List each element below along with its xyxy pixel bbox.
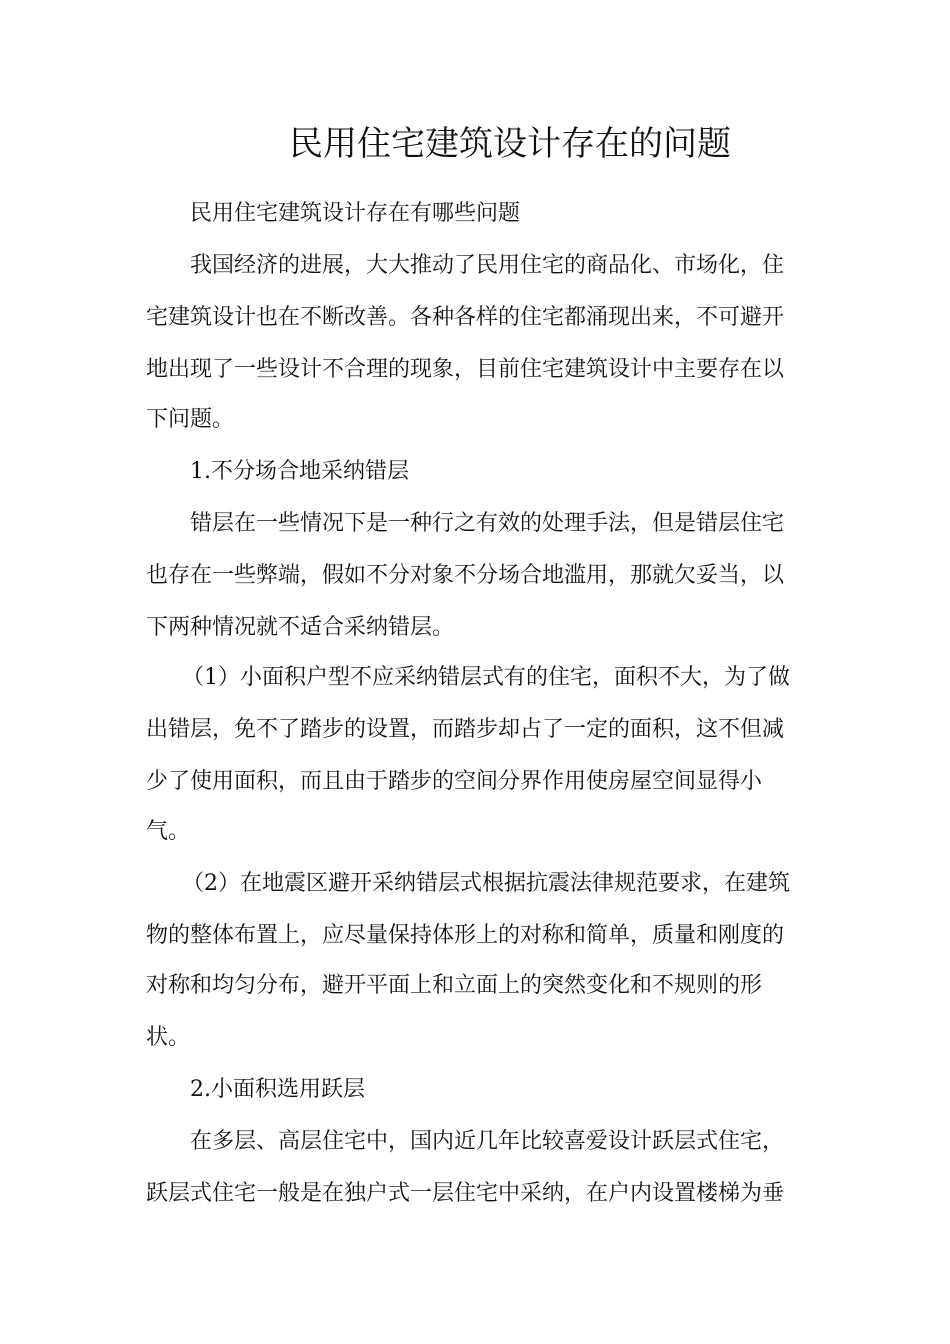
paragraph-line: 错层在一些情况下是一种行之有效的处理手法，但是错层住宅: [190, 511, 785, 536]
paragraph-line: （2）在地震区避开采纳错层式根据抗震法律规范要求，在建筑: [182, 871, 790, 896]
paragraph-line: 出错层，免不了踏步的设置，而踏步却占了一定的面积，这不但减: [146, 717, 785, 742]
paragraph-line: 状。: [146, 1025, 191, 1050]
paragraph-line: 下问题。: [146, 407, 235, 432]
paragraph-line: 也存在一些弊端，假如不分对象不分场合地滥用，那就欠妥当，以: [146, 563, 785, 588]
paragraph-line: 地出现了一些设计不合理的现象，目前住宅建筑设计中主要存在以: [146, 357, 785, 382]
paragraph-line: 跃层式住宅一般是在独户式一层住宅中采纳，在户内设置楼梯为垂: [146, 1181, 785, 1206]
paragraph-line: 我国经济的进展，大大推动了民用住宅的商品化、市场化，住: [190, 253, 785, 278]
paragraph-line: 气。: [146, 819, 191, 844]
paragraph-line: 物的整体布置上，应尽量保持体形上的对称和简单，质量和刚度的: [146, 923, 785, 948]
section-heading: 1.不分场合地采纳错层: [190, 459, 409, 484]
subtitle-line: 民用住宅建筑设计存在有哪些问题: [190, 201, 521, 226]
paragraph-line: 下两种情况就不适合采纳错层。: [146, 615, 455, 640]
paragraph-line: （1）小面积户型不应采纳错层式有的住宅，面积不大，为了做: [182, 665, 790, 690]
document-title: 民用住宅建筑设计存在的问题: [289, 124, 731, 164]
paragraph-line: 宅建筑设计也在不断改善。各种各样的住宅都涌现出来，不可避开: [146, 305, 785, 330]
paragraph-line: 少了使用面积，而且由于踏步的空间分界作用使房屋空间显得小: [146, 769, 763, 794]
section-heading: 2.小面积选用跃层: [190, 1077, 365, 1102]
paragraph-line: 对称和均匀分布，避开平面上和立面上的突然变化和不规则的形: [146, 973, 763, 998]
paragraph-line: 在多层、高层住宅中，国内近几年比较喜爱设计跃层式住宅，: [190, 1129, 785, 1154]
